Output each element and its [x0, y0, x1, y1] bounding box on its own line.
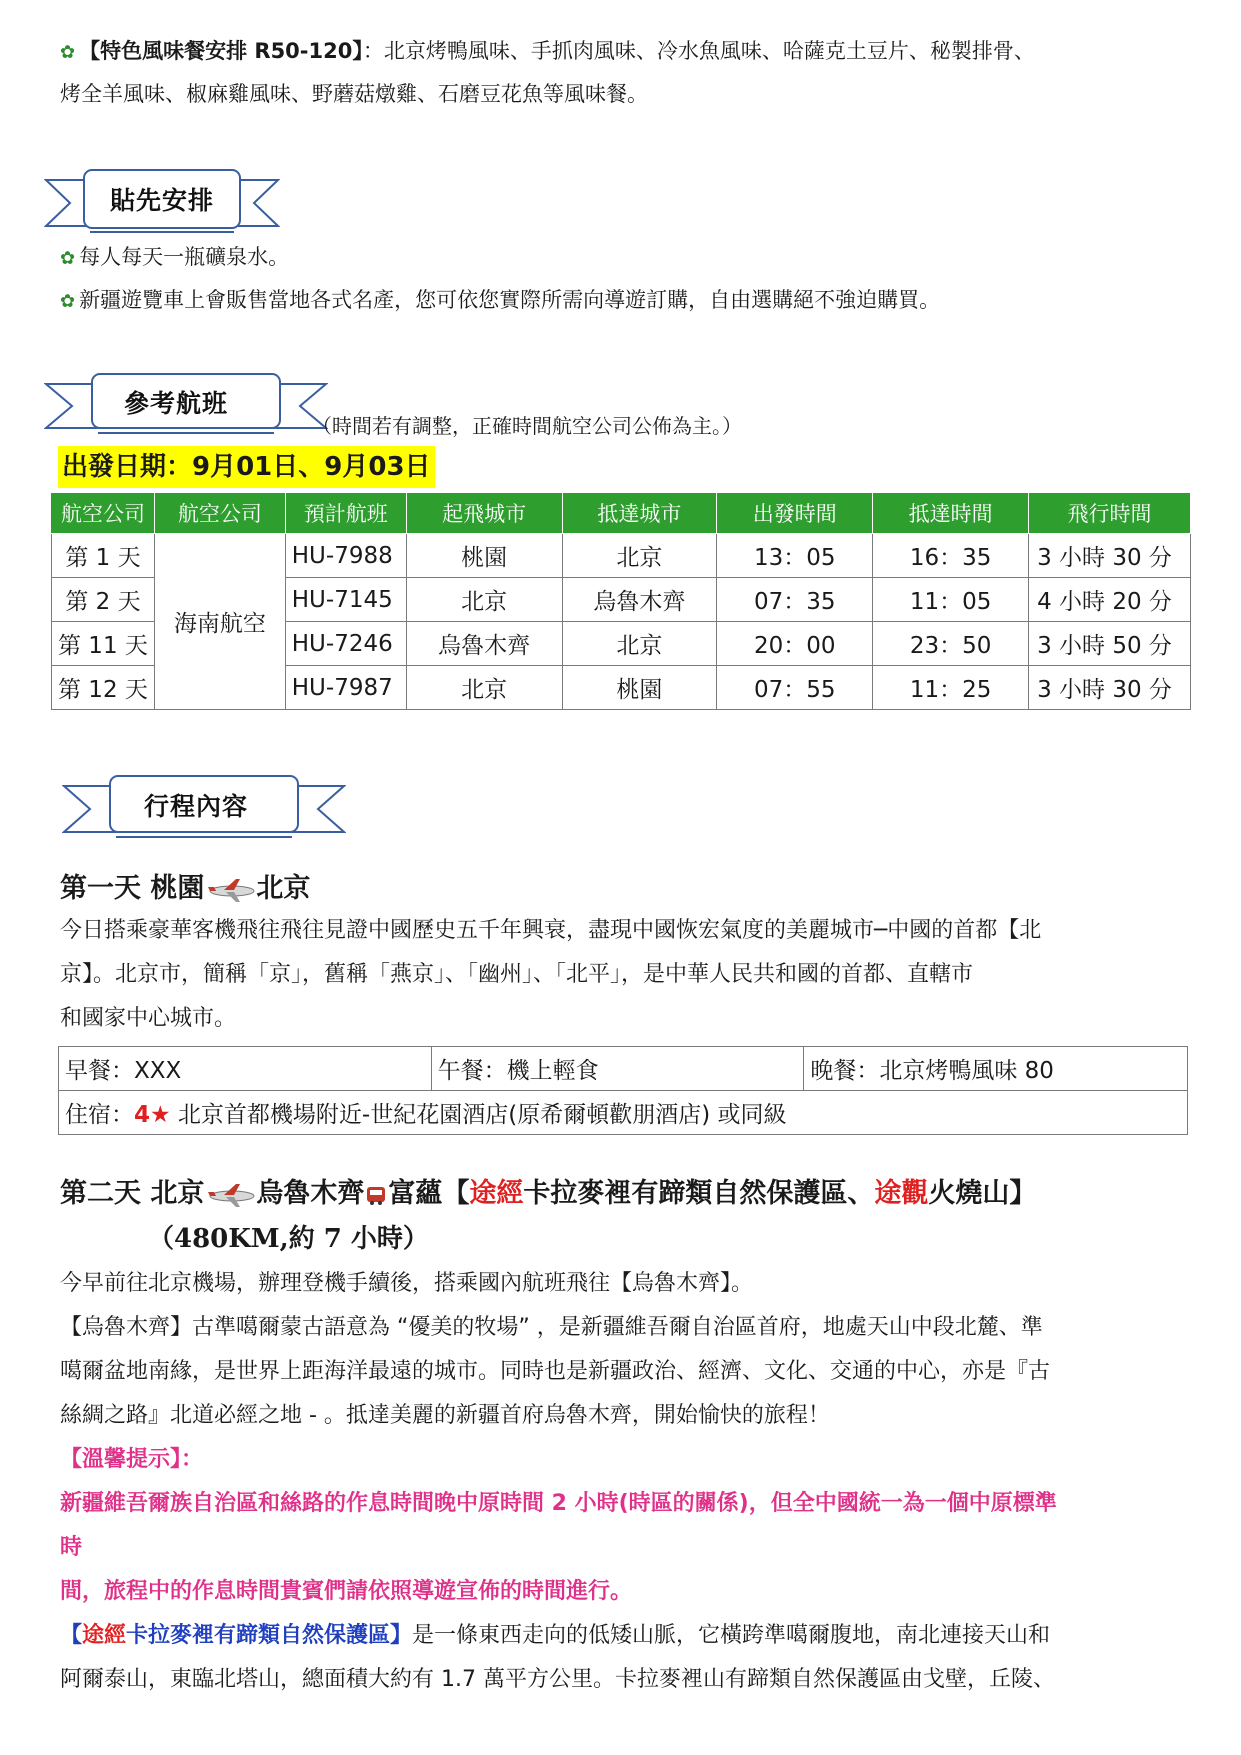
flight-number-cell: HU-7988 — [285, 534, 406, 578]
day1-meal-table — [58, 1046, 1188, 1135]
to-city-cell: 桃園 — [562, 666, 717, 710]
header-cell: 起飛城市 — [406, 493, 562, 534]
specialty-meal-title: 【特色風味餐安排 R50-120】 — [79, 39, 363, 63]
duration-cell: 3 小時 30 分 — [1029, 534, 1191, 578]
departure-time-cell: 20：00 — [717, 622, 873, 666]
airplane-icon — [204, 877, 256, 903]
day2-description: 今早前往北京機場，辦理登機手續後，搭乘國內航班飛往【烏魯木齊】。 【烏魯木齊】古準噶爾蒙古語意為 “優美的牧場” ，是新疆維吾爾自治區首府，地處天山中段北麓、準 噶爾盆地南緣，是世界上距海洋最遠的城市。同時也是新疆政治、經濟、文化、交通的中心，亦是『古 絲綢之路』北道必經之地 - 。抵達美麗的新疆首府烏魯木齊，開始愉快的旅程！ 【溫馨提示】： 新疆維吾爾族自治區和絲路的作息時間晚中原時間 2 小時(時區的關係)，但全中國統一為一個中原標準 時 間，旅程中的作息時間貴賓們請依照導遊宣佈的時間進行。 【途經卡拉麥裡有蹄類自然保護區】是一條東西走向的低矮山脈，它橫跨準噶爾腹地，南北連接天山和 阿爾泰山，東臨北塔山，總面積大約有 1.7 萬平方公里。卡拉麥裡山有蹄類自然保護區由戈壁，丘陵、 — [60, 1262, 1190, 1702]
header-cell: 抵達時間 — [873, 493, 1029, 534]
airline-cell: 海南航空 — [154, 534, 285, 710]
flight-number-cell: HU-7145 — [285, 578, 406, 622]
day-cell: 第 12 天 — [52, 666, 155, 710]
kalamaili-paragraph: 【途經卡拉麥裡有蹄類自然保護區】是一條東西走向的低矮山脈，它橫跨準噶爾腹地，南北連接天山和 — [60, 1623, 1051, 1648]
table-row — [59, 1047, 1188, 1091]
flower-icon: ✿ — [60, 248, 76, 269]
departure-time-cell: 13：05 — [717, 534, 873, 578]
flower-icon: ✿ — [60, 291, 76, 312]
flight-number-cell: HU-7987 — [285, 666, 406, 710]
arrival-time-cell: 23：50 — [873, 622, 1029, 666]
header-cell: 預計航班 — [285, 493, 406, 534]
thoughtful-ribbon-label: 貼先安排 — [110, 186, 215, 215]
hotel-star-rating: 4★ — [134, 1102, 171, 1128]
arrival-time-cell: 11：05 — [873, 578, 1029, 622]
bus-icon — [364, 1183, 388, 1207]
header-cell: 飛行時間 — [1029, 493, 1191, 534]
table-row — [52, 534, 1191, 578]
arrival-time-cell: 11：25 — [873, 666, 1029, 710]
flight-table-header — [52, 493, 1191, 534]
day-cell: 第 1 天 — [52, 534, 155, 578]
flight-table — [51, 492, 1191, 710]
tip-line: 新疆維吾爾族自治區和絲路的作息時間晚中原時間 2 小時(時區的關係)，但全中國統一為一個中原標準 — [60, 1491, 1057, 1516]
thoughtful-item-1: ✿ 每人每天一瓶礦泉水。 — [60, 245, 290, 269]
thoughtful-item-2: ✿ 新疆遊覽車上會販售當地各式名產，您可依您實際所需向導遊訂購，自由選購絕不強迫購買。 — [60, 288, 941, 312]
to-city-cell: 北京 — [562, 622, 717, 666]
header-cell: 出發時間 — [717, 493, 873, 534]
arrival-time-cell: 16：35 — [873, 534, 1029, 578]
duration-cell: 4 小時 20 分 — [1029, 578, 1191, 622]
flight-number-cell: HU-7246 — [285, 622, 406, 666]
specialty-meal-line2: 烤全羊風味、椒麻雞風味、野蘑菇燉雞、石磨豆花魚等風味餐。 — [60, 82, 648, 106]
day2-title: 第二天 北京 烏魯木齊 富蘊【途經卡拉麥裡有蹄類自然保護區、途觀火燒山】 — [60, 1178, 1037, 1209]
itinerary-ribbon-label: 行程內容 — [144, 792, 249, 821]
departure-dates: 出發日期：9月01日、9月03日 — [58, 446, 435, 488]
specialty-meal-line1 — [60, 36, 1035, 68]
tip-line: 間，旅程中的作息時間貴賓們請依照導遊宣佈的時間進行。 — [60, 1579, 633, 1604]
tip-line: 時 — [60, 1535, 83, 1560]
day1-description: 今日搭乘豪華客機飛往飛往見證中國歷史五千年興衰，盡現中國恢宏氣度的美麗城市─中國的首都【北 京】。北京市，簡稱「京」，舊稱「燕京」、「幽州」、「北平」，是中華人民共和國的首都、直轄市 和國家中心城市。 — [60, 918, 1042, 1031]
airplane-icon — [204, 1182, 256, 1208]
header-cell: 抵達城市 — [562, 493, 717, 534]
to-city-cell: 烏魯木齊 — [562, 578, 717, 622]
itinerary-ribbon — [62, 772, 346, 842]
flights-ribbon-label: 參考航班 — [124, 389, 229, 418]
flights-ribbon — [44, 370, 328, 438]
table-row — [59, 1091, 1188, 1135]
dinner-cell: 晚餐：北京烤鴨風味 80 — [804, 1047, 1188, 1091]
hotel-cell: 住宿：4★ 北京首都機場附近-世紀花園酒店(原希爾頓歡朋酒店) 或同級 — [59, 1091, 1188, 1135]
duration-cell: 3 小時 30 分 — [1029, 666, 1191, 710]
header-cell: 航空公司 — [52, 493, 155, 534]
day2-distance: （480KM,約 7 小時） — [148, 1224, 429, 1254]
tip-title: 【溫馨提示】： — [60, 1447, 204, 1472]
header-cell: 航空公司 — [154, 493, 285, 534]
specialty-meal-text1: ：北京烤鴨風味、手抓肉風味、冷水魚風味、哈薩克土豆片、秘製排骨、 — [362, 39, 1035, 63]
to-city-cell: 北京 — [562, 534, 717, 578]
lunch-cell: 午餐：機上輕食 — [431, 1047, 804, 1091]
from-city-cell: 北京 — [406, 578, 562, 622]
day1-title: 第一天 桃園 北京 — [60, 873, 311, 904]
departure-time-cell: 07：55 — [717, 666, 873, 710]
day-cell: 第 11 天 — [52, 622, 155, 666]
flights-note: （時間若有調整，正確時間航空公司公佈為主。） — [312, 414, 742, 438]
duration-cell: 3 小時 50 分 — [1029, 622, 1191, 666]
day-cell: 第 2 天 — [52, 578, 155, 622]
from-city-cell: 烏魯木齊 — [406, 622, 562, 666]
departure-time-cell: 07：35 — [717, 578, 873, 622]
flower-icon: ✿ — [60, 42, 76, 63]
breakfast-cell: 早餐：XXX — [59, 1047, 432, 1091]
from-city-cell: 桃園 — [406, 534, 562, 578]
from-city-cell: 北京 — [406, 666, 562, 710]
thoughtful-ribbon — [44, 166, 280, 238]
